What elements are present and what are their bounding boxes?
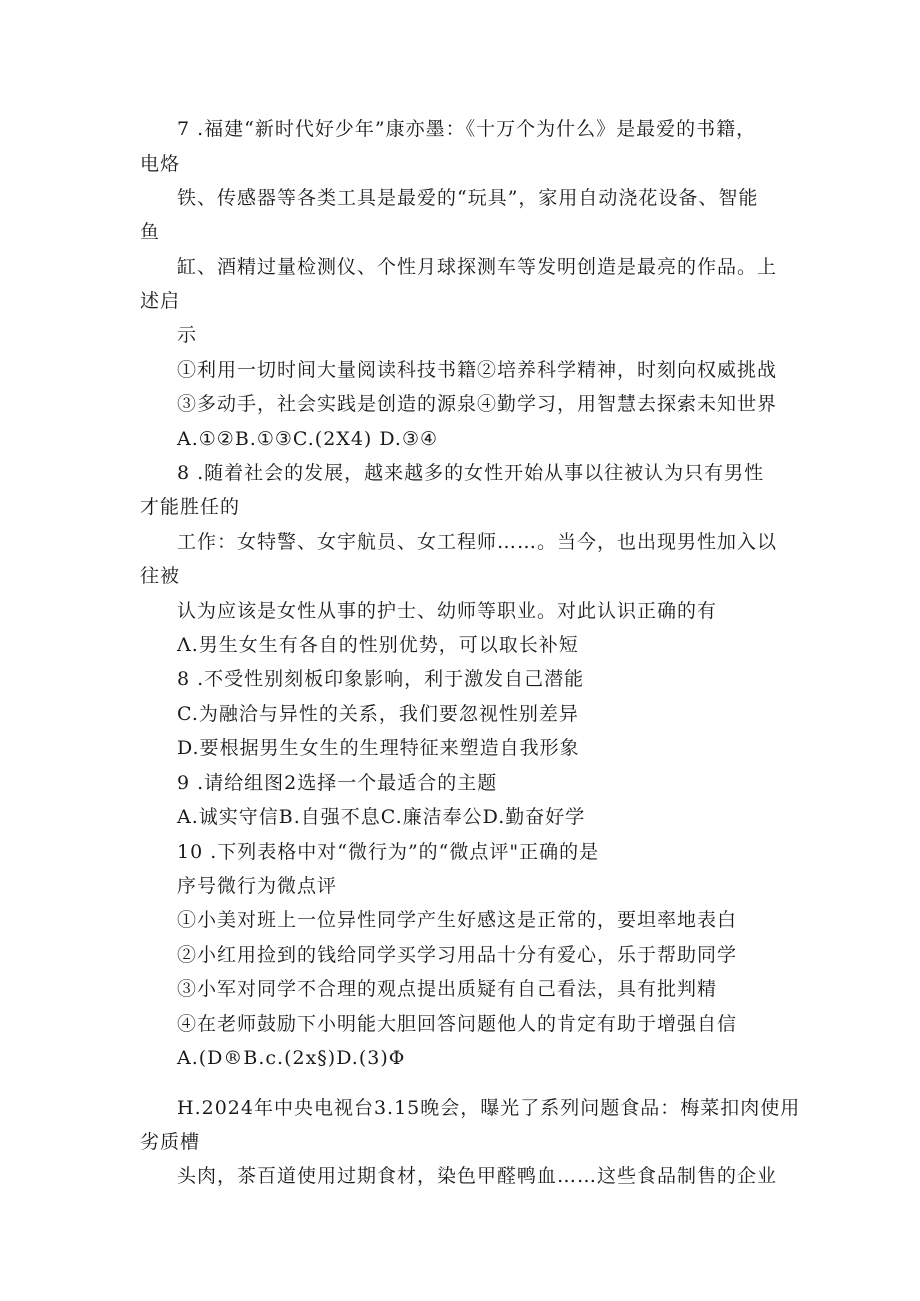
question-8-line-5: 认为应该是女性从事的护士、幼师等职业。对此认识正确的有: [177, 600, 718, 622]
question-9-stem: 9 .请给组图2选择一个最适合的主题: [177, 772, 498, 794]
question-10-options: A.(D®B.c.(2x§)D.(3)Φ: [177, 1047, 406, 1069]
question-10-row-4: ④在老师鼓励下小明能大胆回答问题他人的肯定有助于增强自信: [177, 1013, 738, 1035]
question-8-option-d: D.要根据男生女生的生理特征来塑造自我形象: [177, 737, 580, 759]
question-8-option-c: C.为融洽与异性的关系，我们要忽视性别差异: [177, 703, 579, 725]
question-8-line-1: 8 .随着社会的发展，越来越多的女性开始从事以往被认为只有男性: [177, 462, 765, 484]
question-7-statements-2: ③多动手，社会实践是创造的源泉④勤学习，用智慧去探索未知世界: [177, 393, 778, 415]
question-8-line-4: 往被: [140, 565, 181, 587]
question-7-line-3: 铁、传感器等各类工具是最爱的“玩具”，家用自动浇花设备、智能: [177, 187, 759, 209]
question-10-table-header: 序号微行为微点评: [177, 875, 338, 897]
question-7-line-1: 7 .福建“新时代好少年”康亦墨：《十万个为什么》是最爱的书籍，: [177, 118, 757, 140]
question-11-line-2: 劣质槽: [140, 1131, 201, 1153]
question-11-line-3: 头肉，茶百道使用过期食材，染色甲醛鸭血……这些食品制售的企业: [177, 1165, 778, 1187]
question-7-options: A.①②B.①③C.(2X4) D.③④: [177, 428, 439, 450]
question-7-line-7: 示: [177, 324, 198, 346]
question-8-option-b: 8 .不受性别刻板印象影响，利于激发自己潜能: [177, 668, 585, 690]
question-10-row-1: ①小美对班上一位异性同学产生好感这是正常的，要坦率地表白: [177, 909, 738, 931]
question-8-option-a: Λ.男生女生有各自的性别优势，可以取长补短: [177, 634, 579, 656]
question-7-line-5: 缸、酒精过量检测仪、个性月球探测车等发明创造是最亮的作品。上: [177, 256, 778, 278]
question-11-line-1: H.2024年中央电视台3.15晚会，曝光了系列问题食品：梅菜扣肉使用: [177, 1097, 801, 1119]
question-7-statements-1: ①利用一切时间大量阅读科技书籍②培养科学精神，时刻向权威挑战: [177, 359, 778, 381]
question-8-line-2: 才能胜任的: [140, 496, 241, 518]
question-7-line-4: 鱼: [140, 221, 161, 243]
question-7-line-6: 述启: [140, 290, 181, 312]
question-10-row-3: ③小军对同学不合理的观点提出质疑有自己看法，具有批判精: [177, 978, 718, 1000]
question-10-row-2: ②小红用捡到的钱给同学买学习用品十分有爱心，乐于帮助同学: [177, 944, 738, 966]
question-8-line-3: 工作：女特警、女宇航员、女工程师……。当今，也出现男性加入以: [177, 531, 778, 553]
question-9-options: A.诚实守信B.自强不息C.廉洁奉公D.勤奋好学: [177, 806, 586, 828]
question-7-line-2: 电烙: [140, 153, 181, 175]
question-10-stem: 10 .下列表格中对“微行为”的“微点评"正确的是: [177, 841, 600, 863]
